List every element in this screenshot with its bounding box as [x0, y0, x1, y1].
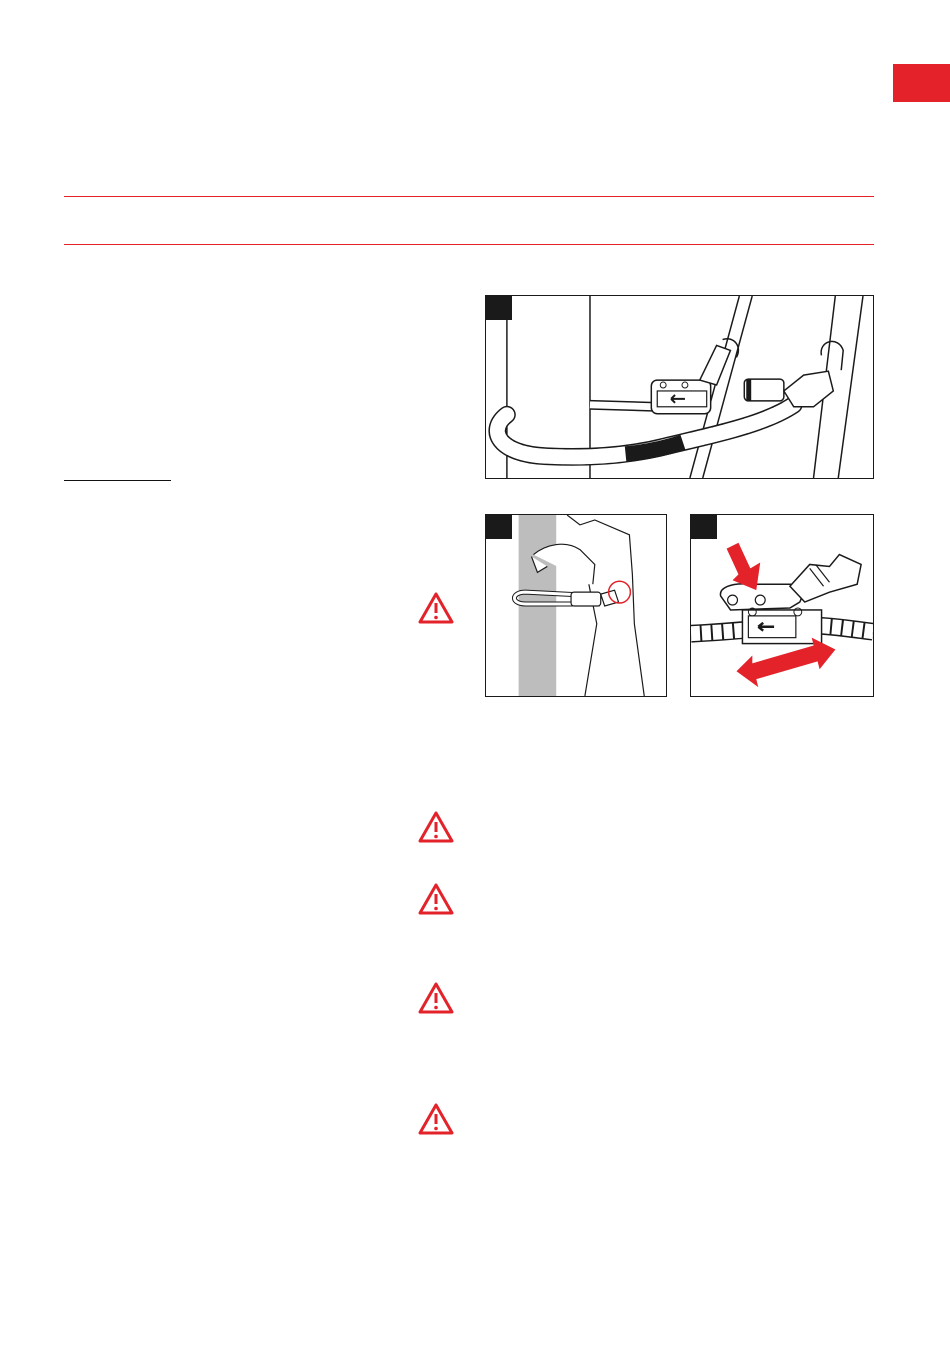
figure-worker-pole	[485, 514, 667, 697]
figure-adjuster-operation	[690, 514, 874, 697]
warning-triangle-icon	[417, 591, 455, 625]
subheading-underline	[64, 480, 171, 481]
figure-label-block	[691, 515, 717, 539]
warning-triangle-icon	[417, 810, 455, 844]
adjuster-operation-illustration	[691, 515, 873, 696]
figure-lanyard-ladder	[485, 295, 874, 479]
worker-pole-illustration	[486, 515, 666, 696]
header-rule-bottom	[64, 244, 874, 245]
warning-triangle-icon	[417, 1102, 455, 1136]
figure-label-block	[486, 515, 512, 539]
press-down-arrow	[727, 543, 761, 590]
header-rule-top	[64, 196, 874, 197]
figure-label-block	[486, 296, 512, 320]
slide-double-arrow	[737, 638, 836, 687]
lanyard-ladder-illustration	[486, 296, 873, 478]
warning-triangle-icon	[417, 882, 455, 916]
warning-triangle-icon	[417, 981, 455, 1015]
section-tab-marker	[893, 64, 950, 102]
